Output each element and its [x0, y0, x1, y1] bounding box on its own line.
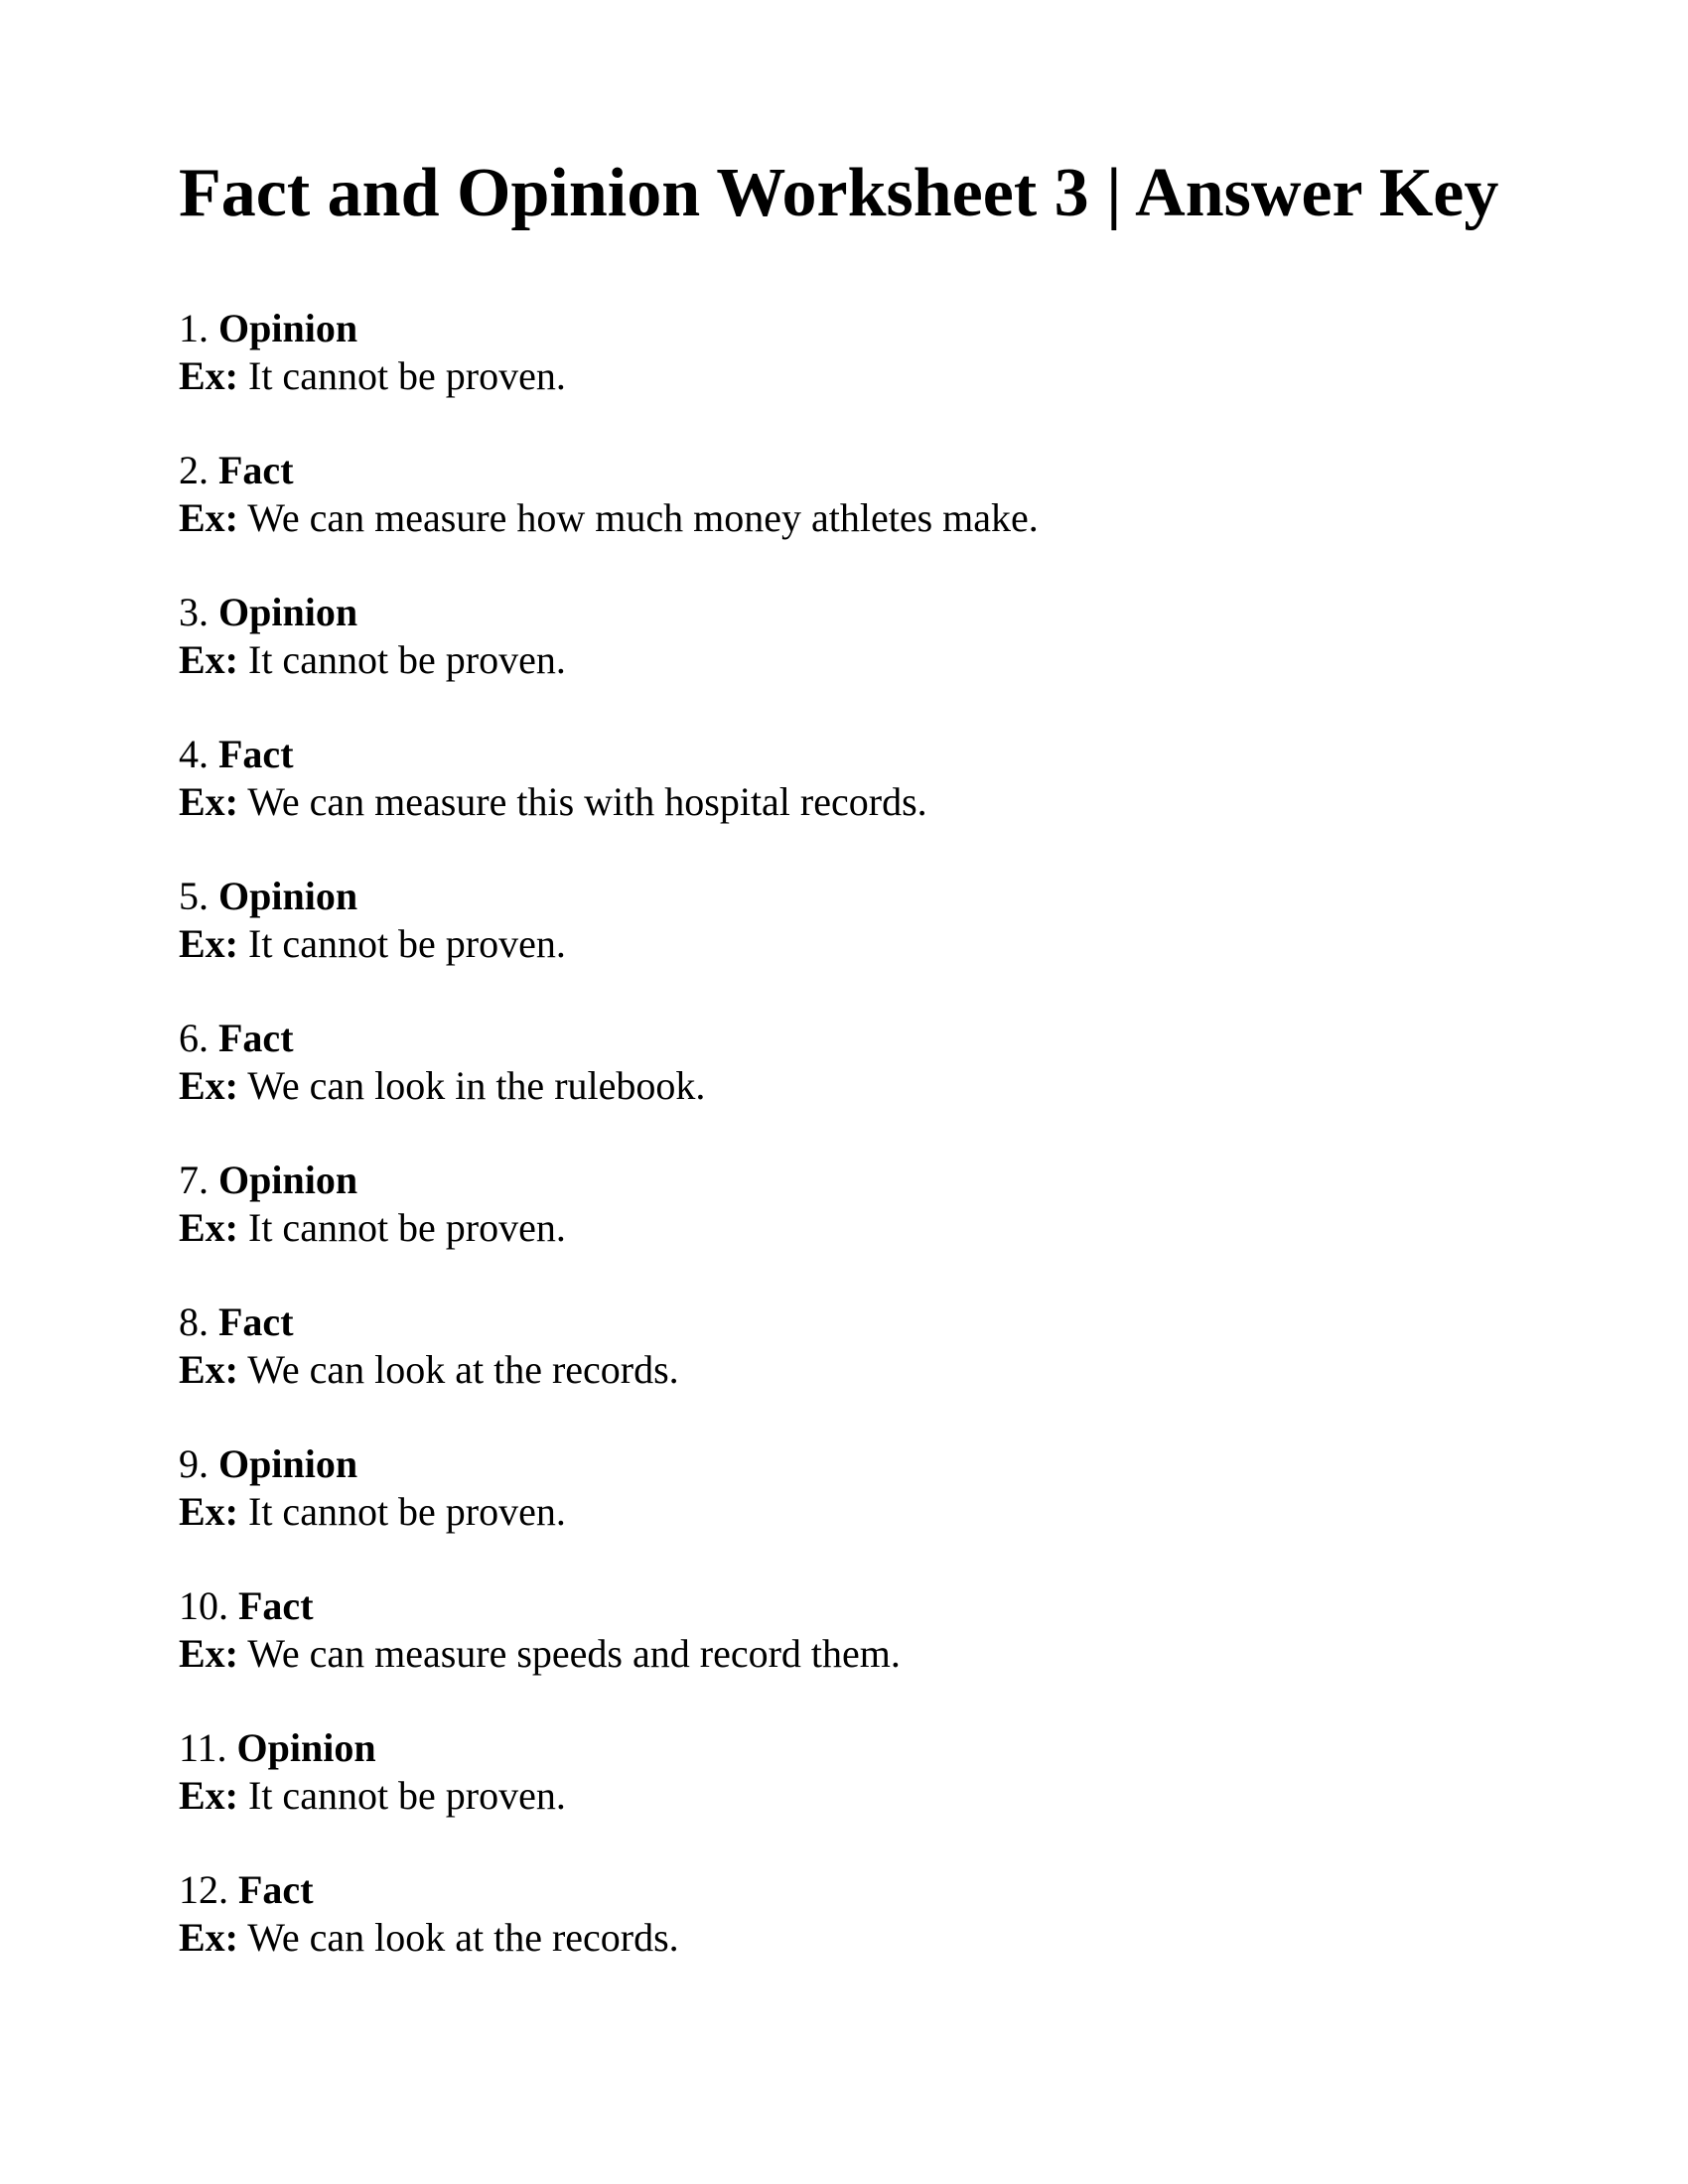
answer-label: Opinion [218, 1158, 358, 1202]
explanation-line [179, 636, 1039, 684]
answer-item-9 [179, 1440, 1039, 1582]
answer-label: Fact [218, 732, 294, 776]
answer-label: Fact [238, 1583, 314, 1628]
explanation-text: It cannot be proven. [248, 1489, 566, 1534]
answer-label: Fact [218, 448, 294, 492]
explanation-line [179, 1204, 1039, 1252]
answer-number: 2. [179, 448, 209, 492]
answer-line [179, 305, 1039, 352]
ex-label: Ex: [179, 495, 238, 540]
answer-label: Fact [218, 1299, 294, 1344]
explanation-line [179, 778, 1039, 826]
explanation-text: It cannot be proven. [248, 637, 566, 682]
explanation-text: It cannot be proven. [248, 921, 566, 966]
answer-item-5 [179, 873, 1039, 1015]
explanation-text: We can look in the rulebook. [247, 1063, 706, 1108]
answer-item-1 [179, 305, 1039, 447]
answer-item-10 [179, 1582, 1039, 1724]
answer-line [179, 731, 1039, 778]
answer-number: 6. [179, 1016, 209, 1060]
answer-number: 3. [179, 590, 209, 634]
ex-label: Ex: [179, 779, 238, 824]
explanation-text: We can measure speeds and record them. [247, 1631, 901, 1676]
answer-list [179, 305, 1039, 2008]
explanation-text: We can look at the records. [247, 1915, 679, 1960]
explanation-line [179, 1062, 1039, 1110]
ex-label: Ex: [179, 1347, 238, 1392]
explanation-text: It cannot be proven. [248, 353, 566, 398]
ex-label: Ex: [179, 1489, 238, 1534]
answer-item-7 [179, 1157, 1039, 1298]
explanation-line [179, 1488, 1039, 1536]
answer-line [179, 1724, 1039, 1772]
explanation-line [179, 1346, 1039, 1394]
answer-number: 1. [179, 306, 209, 350]
answer-item-8 [179, 1298, 1039, 1440]
answer-label: Fact [238, 1867, 314, 1912]
answer-item-2 [179, 447, 1039, 589]
answer-label: Opinion [218, 590, 358, 634]
answer-line [179, 1015, 1039, 1062]
answer-item-3 [179, 589, 1039, 731]
explanation-text: It cannot be proven. [248, 1773, 566, 1818]
answer-item-12 [179, 1866, 1039, 2008]
ex-label: Ex: [179, 637, 238, 682]
ex-label: Ex: [179, 921, 238, 966]
ex-label: Ex: [179, 1631, 238, 1676]
ex-label: Ex: [179, 353, 238, 398]
answer-item-4 [179, 731, 1039, 873]
page-title: Fact and Opinion Worksheet 3 | Answer Key [179, 155, 1499, 231]
answer-number: 12. [179, 1867, 228, 1912]
explanation-text: It cannot be proven. [248, 1205, 566, 1250]
answer-label: Opinion [218, 874, 358, 918]
answer-number: 9. [179, 1441, 209, 1486]
answer-number: 5. [179, 874, 209, 918]
answer-item-6 [179, 1015, 1039, 1157]
answer-line [179, 1866, 1039, 1914]
answer-line [179, 1440, 1039, 1488]
answer-label: Opinion [218, 1441, 358, 1486]
answer-number: 8. [179, 1299, 209, 1344]
ex-label: Ex: [179, 1773, 238, 1818]
explanation-text: We can look at the records. [247, 1347, 679, 1392]
ex-label: Ex: [179, 1205, 238, 1250]
explanation-line [179, 352, 1039, 400]
explanation-text: We can measure how much money athletes make. [247, 495, 1039, 540]
answer-label: Fact [218, 1016, 294, 1060]
answer-label: Opinion [218, 306, 358, 350]
explanation-line [179, 1630, 1039, 1678]
answer-line [179, 447, 1039, 494]
explanation-line [179, 494, 1039, 542]
answer-line [179, 873, 1039, 920]
answer-label: Opinion [236, 1725, 376, 1770]
answer-item-11 [179, 1724, 1039, 1866]
answer-number: 10. [179, 1583, 228, 1628]
explanation-line [179, 920, 1039, 968]
answer-line [179, 589, 1039, 636]
explanation-line [179, 1914, 1039, 1962]
answer-number: 7. [179, 1158, 209, 1202]
explanation-text: We can measure this with hospital records. [247, 779, 927, 824]
answer-number: 4. [179, 732, 209, 776]
answer-number: 11. [179, 1725, 227, 1770]
answer-line [179, 1298, 1039, 1346]
answer-line [179, 1582, 1039, 1630]
ex-label: Ex: [179, 1915, 238, 1960]
ex-label: Ex: [179, 1063, 238, 1108]
answer-line [179, 1157, 1039, 1204]
explanation-line [179, 1772, 1039, 1820]
